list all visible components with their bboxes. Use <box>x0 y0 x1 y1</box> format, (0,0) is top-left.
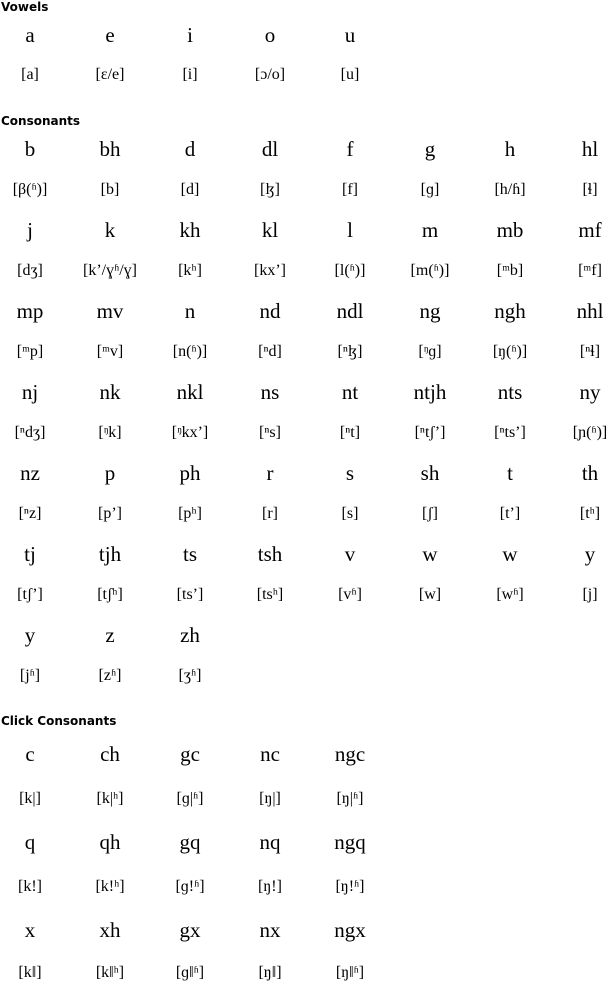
click-letter: nc <box>260 742 280 766</box>
consonant-ipa: [ⁿɮ] <box>337 343 363 360</box>
consonant-letter: h <box>504 137 516 161</box>
vowels-letters-row <box>0 22 610 48</box>
consonant-letter: kl <box>261 218 279 242</box>
click-ipa: [k!] <box>18 878 42 895</box>
click-ipa: [k|] <box>19 790 41 807</box>
consonant-letter: z <box>105 623 115 647</box>
consonant-ipa: [r] <box>262 505 278 522</box>
consonant-ipa: [t’] <box>499 505 521 522</box>
consonant-letter: mv <box>96 299 124 323</box>
consonant-ipa: [ʃ] <box>422 505 438 522</box>
click-letter: qh <box>99 830 121 854</box>
consonant-letter: w <box>502 542 518 566</box>
consonant-letter: y <box>584 542 596 566</box>
consonants-letters-row <box>0 217 610 243</box>
consonant-ipa: [dʒ] <box>17 262 43 279</box>
consonant-letter: hl <box>581 137 599 161</box>
consonants-letters-row <box>0 379 610 405</box>
consonant-letter: y <box>24 623 36 647</box>
consonant-ipa: [ʒʱ] <box>178 667 202 684</box>
click-ipa: [ŋ!] <box>258 878 282 895</box>
consonants-letters-row <box>0 298 610 324</box>
consonant-letter: nhl <box>576 299 604 323</box>
consonant-letter: nkl <box>176 380 204 404</box>
consonant-ipa: [zʱ] <box>98 667 122 684</box>
consonant-ipa: [ᵐv] <box>96 343 124 360</box>
click-ipa: [ɡ|ʱ] <box>176 790 204 807</box>
click-letter: ngx <box>334 918 366 942</box>
vowels-ipa-row <box>0 62 610 88</box>
consonant-letter: mp <box>16 299 44 323</box>
consonant-letter: ts <box>182 542 197 566</box>
consonant-letter: kh <box>179 218 201 242</box>
click-ipa: [ŋ|ʱ] <box>336 790 364 807</box>
consonant-letter: tj <box>24 542 36 566</box>
consonant-letter: l <box>347 218 353 242</box>
consonant-ipa: [s] <box>341 505 359 522</box>
consonant-ipa: [ᵑk] <box>98 424 122 441</box>
consonant-ipa: [tsʰ] <box>256 586 284 603</box>
consonants-ipa-row <box>0 177 610 203</box>
consonants-ipa-row <box>0 663 610 689</box>
click-letter: gq <box>179 830 201 854</box>
click-ipa: [k|ʰ] <box>96 790 124 807</box>
consonant-ipa: [kʰ] <box>178 262 202 279</box>
consonants-ipa-row <box>0 582 610 608</box>
consonants-letters-row <box>0 136 610 162</box>
vowel-letter: a <box>25 23 35 47</box>
consonant-letter: dl <box>261 137 279 161</box>
consonant-letter: p <box>104 461 116 485</box>
consonant-letter: j <box>27 218 33 242</box>
consonant-ipa: [β(ʱ)] <box>12 181 48 198</box>
consonant-ipa: [ts’] <box>176 586 204 603</box>
consonant-letter: tsh <box>257 542 283 566</box>
consonant-ipa: [ᵐb] <box>496 262 524 279</box>
vowel-letter: u <box>344 23 356 47</box>
consonant-letter: w <box>422 542 438 566</box>
consonant-ipa: [tʃ’] <box>17 586 43 603</box>
section-title-click-consonants: Click Consonants <box>1 714 117 728</box>
consonant-ipa: [ⁿdʒ] <box>14 424 46 441</box>
click-letter: ch <box>100 742 120 766</box>
click-ipa: [ŋ!ʱ] <box>335 878 365 895</box>
consonant-ipa: [ɮ] <box>260 181 280 198</box>
consonant-letter: ns <box>260 380 280 404</box>
consonant-ipa: [n(ʱ)] <box>172 343 208 360</box>
click-letter: ngc <box>334 742 366 766</box>
consonant-ipa: [ⁿt] <box>339 424 361 441</box>
consonant-letter: g <box>424 137 436 161</box>
click-letter: q <box>24 830 36 854</box>
consonant-ipa: [pʰ] <box>178 505 202 522</box>
clicks-letters-row <box>0 829 610 855</box>
consonant-letter: s <box>345 461 355 485</box>
consonant-ipa: [ⁿtʃ’] <box>414 424 446 441</box>
consonant-letter: t <box>507 461 513 485</box>
click-ipa: [ŋ‖] <box>258 964 282 981</box>
consonant-letter: ngh <box>494 299 526 323</box>
consonant-ipa: [ᵑɡ] <box>418 343 442 360</box>
consonant-letter: m <box>421 218 439 242</box>
section-title-vowels: Vowels <box>1 0 49 14</box>
section-title-consonants: Consonants <box>1 114 81 128</box>
consonant-ipa: [ⁿɬ] <box>579 343 601 360</box>
click-letter: ngq <box>334 830 366 854</box>
consonant-letter: nz <box>20 461 40 485</box>
consonant-letter: v <box>344 542 356 566</box>
clicks-letters-row <box>0 917 610 943</box>
consonants-ipa-row <box>0 501 610 527</box>
consonant-ipa: [ⁿz] <box>18 505 42 522</box>
consonant-ipa: [p’] <box>98 505 122 522</box>
consonant-ipa: [ɡ] <box>420 181 440 198</box>
consonant-letter: ny <box>579 380 601 404</box>
click-ipa: [ɡ!ʱ] <box>175 878 205 895</box>
click-ipa: [k‖] <box>18 964 42 981</box>
consonant-ipa: [tʃʰ] <box>97 586 123 603</box>
click-ipa: [ɡ‖ʱ] <box>175 964 205 981</box>
consonant-ipa: [k’/ɣʱ/ɣ] <box>82 262 137 279</box>
consonant-letter: nd <box>259 299 281 323</box>
vowel-ipa: [u] <box>340 66 360 83</box>
consonant-letter: tjh <box>98 542 122 566</box>
consonant-letter: mb <box>496 218 524 242</box>
consonant-letter: nk <box>99 380 121 404</box>
consonants-ipa-row <box>0 339 610 365</box>
consonant-ipa: [b] <box>100 181 120 198</box>
vowel-letter: i <box>187 23 193 47</box>
click-letter: gc <box>180 742 200 766</box>
consonant-ipa: [ᵐf] <box>578 262 602 279</box>
consonant-ipa: [ⁿd] <box>258 343 282 360</box>
consonant-letter: bh <box>99 137 121 161</box>
consonant-ipa: [vʱ] <box>338 586 362 603</box>
consonant-ipa: [jʱ] <box>19 667 41 684</box>
consonant-ipa: [d] <box>180 181 200 198</box>
consonant-letter: sh <box>420 461 440 485</box>
consonants-ipa-row <box>0 258 610 284</box>
consonant-ipa: [ᵐp] <box>16 343 44 360</box>
consonant-ipa: [ɬ] <box>582 181 598 198</box>
click-letter: x <box>24 918 36 942</box>
consonant-letter: nts <box>497 380 523 404</box>
click-letter: nx <box>259 918 281 942</box>
consonant-ipa: [m(ʱ)] <box>410 262 450 279</box>
consonant-ipa: [ŋ(ʱ)] <box>492 343 528 360</box>
consonants-letters-row <box>0 460 610 486</box>
consonant-letter: th <box>581 461 599 485</box>
consonant-letter: ng <box>419 299 441 323</box>
click-ipa: [ŋ|] <box>259 790 281 807</box>
consonant-ipa: [ⁿts’] <box>494 424 526 441</box>
consonants-letters-row <box>0 622 610 648</box>
consonants-letters-row <box>0 541 610 567</box>
consonants-ipa-row <box>0 420 610 446</box>
consonant-ipa: [ⁿs] <box>259 424 281 441</box>
click-ipa: [k‖ʰ] <box>95 964 125 981</box>
consonant-letter: nj <box>21 380 39 404</box>
consonant-ipa: [w] <box>418 586 442 603</box>
consonant-letter: ndl <box>336 299 364 323</box>
consonant-ipa: [kx’] <box>254 262 286 279</box>
consonant-letter: n <box>184 299 196 323</box>
consonant-letter: r <box>266 461 274 485</box>
vowel-ipa: [i] <box>182 66 198 83</box>
consonant-ipa: [f] <box>342 181 358 198</box>
click-letter: xh <box>99 918 121 942</box>
consonant-letter: zh <box>180 623 200 647</box>
vowel-ipa: [ɛ/e] <box>95 66 125 83</box>
vowel-ipa: [ɔ/o] <box>254 66 286 83</box>
consonant-ipa: [wʱ] <box>496 586 524 603</box>
consonant-letter: b <box>24 137 36 161</box>
vowel-letter: e <box>105 23 115 47</box>
consonant-letter: nt <box>341 380 359 404</box>
consonant-ipa: [h/ɦ] <box>494 181 526 198</box>
consonant-letter: d <box>184 137 196 161</box>
clicks-letters-row <box>0 741 610 767</box>
consonant-ipa: [l(ʱ)] <box>334 262 366 279</box>
click-ipa: [ŋ‖ʱ] <box>335 964 365 981</box>
clicks-ipa-row <box>0 960 610 986</box>
vowel-ipa: [a] <box>21 66 39 83</box>
consonant-letter: f <box>346 137 354 161</box>
click-ipa: [k!ʰ] <box>95 878 125 895</box>
consonant-ipa: [j] <box>582 586 598 603</box>
vowel-letter: o <box>264 23 276 47</box>
consonant-ipa: [tʰ] <box>579 505 601 522</box>
click-letter: nq <box>259 830 281 854</box>
clicks-ipa-row <box>0 874 610 900</box>
consonant-letter: ph <box>179 461 201 485</box>
consonant-letter: ntjh <box>413 380 447 404</box>
consonant-letter: mf <box>578 218 602 242</box>
click-letter: gx <box>179 918 201 942</box>
consonant-letter: k <box>104 218 116 242</box>
consonant-ipa: [ɲ(ʱ)] <box>572 424 608 441</box>
clicks-ipa-row <box>0 786 610 812</box>
consonant-ipa: [ᵑkx’] <box>171 424 209 441</box>
click-letter: c <box>25 742 35 766</box>
